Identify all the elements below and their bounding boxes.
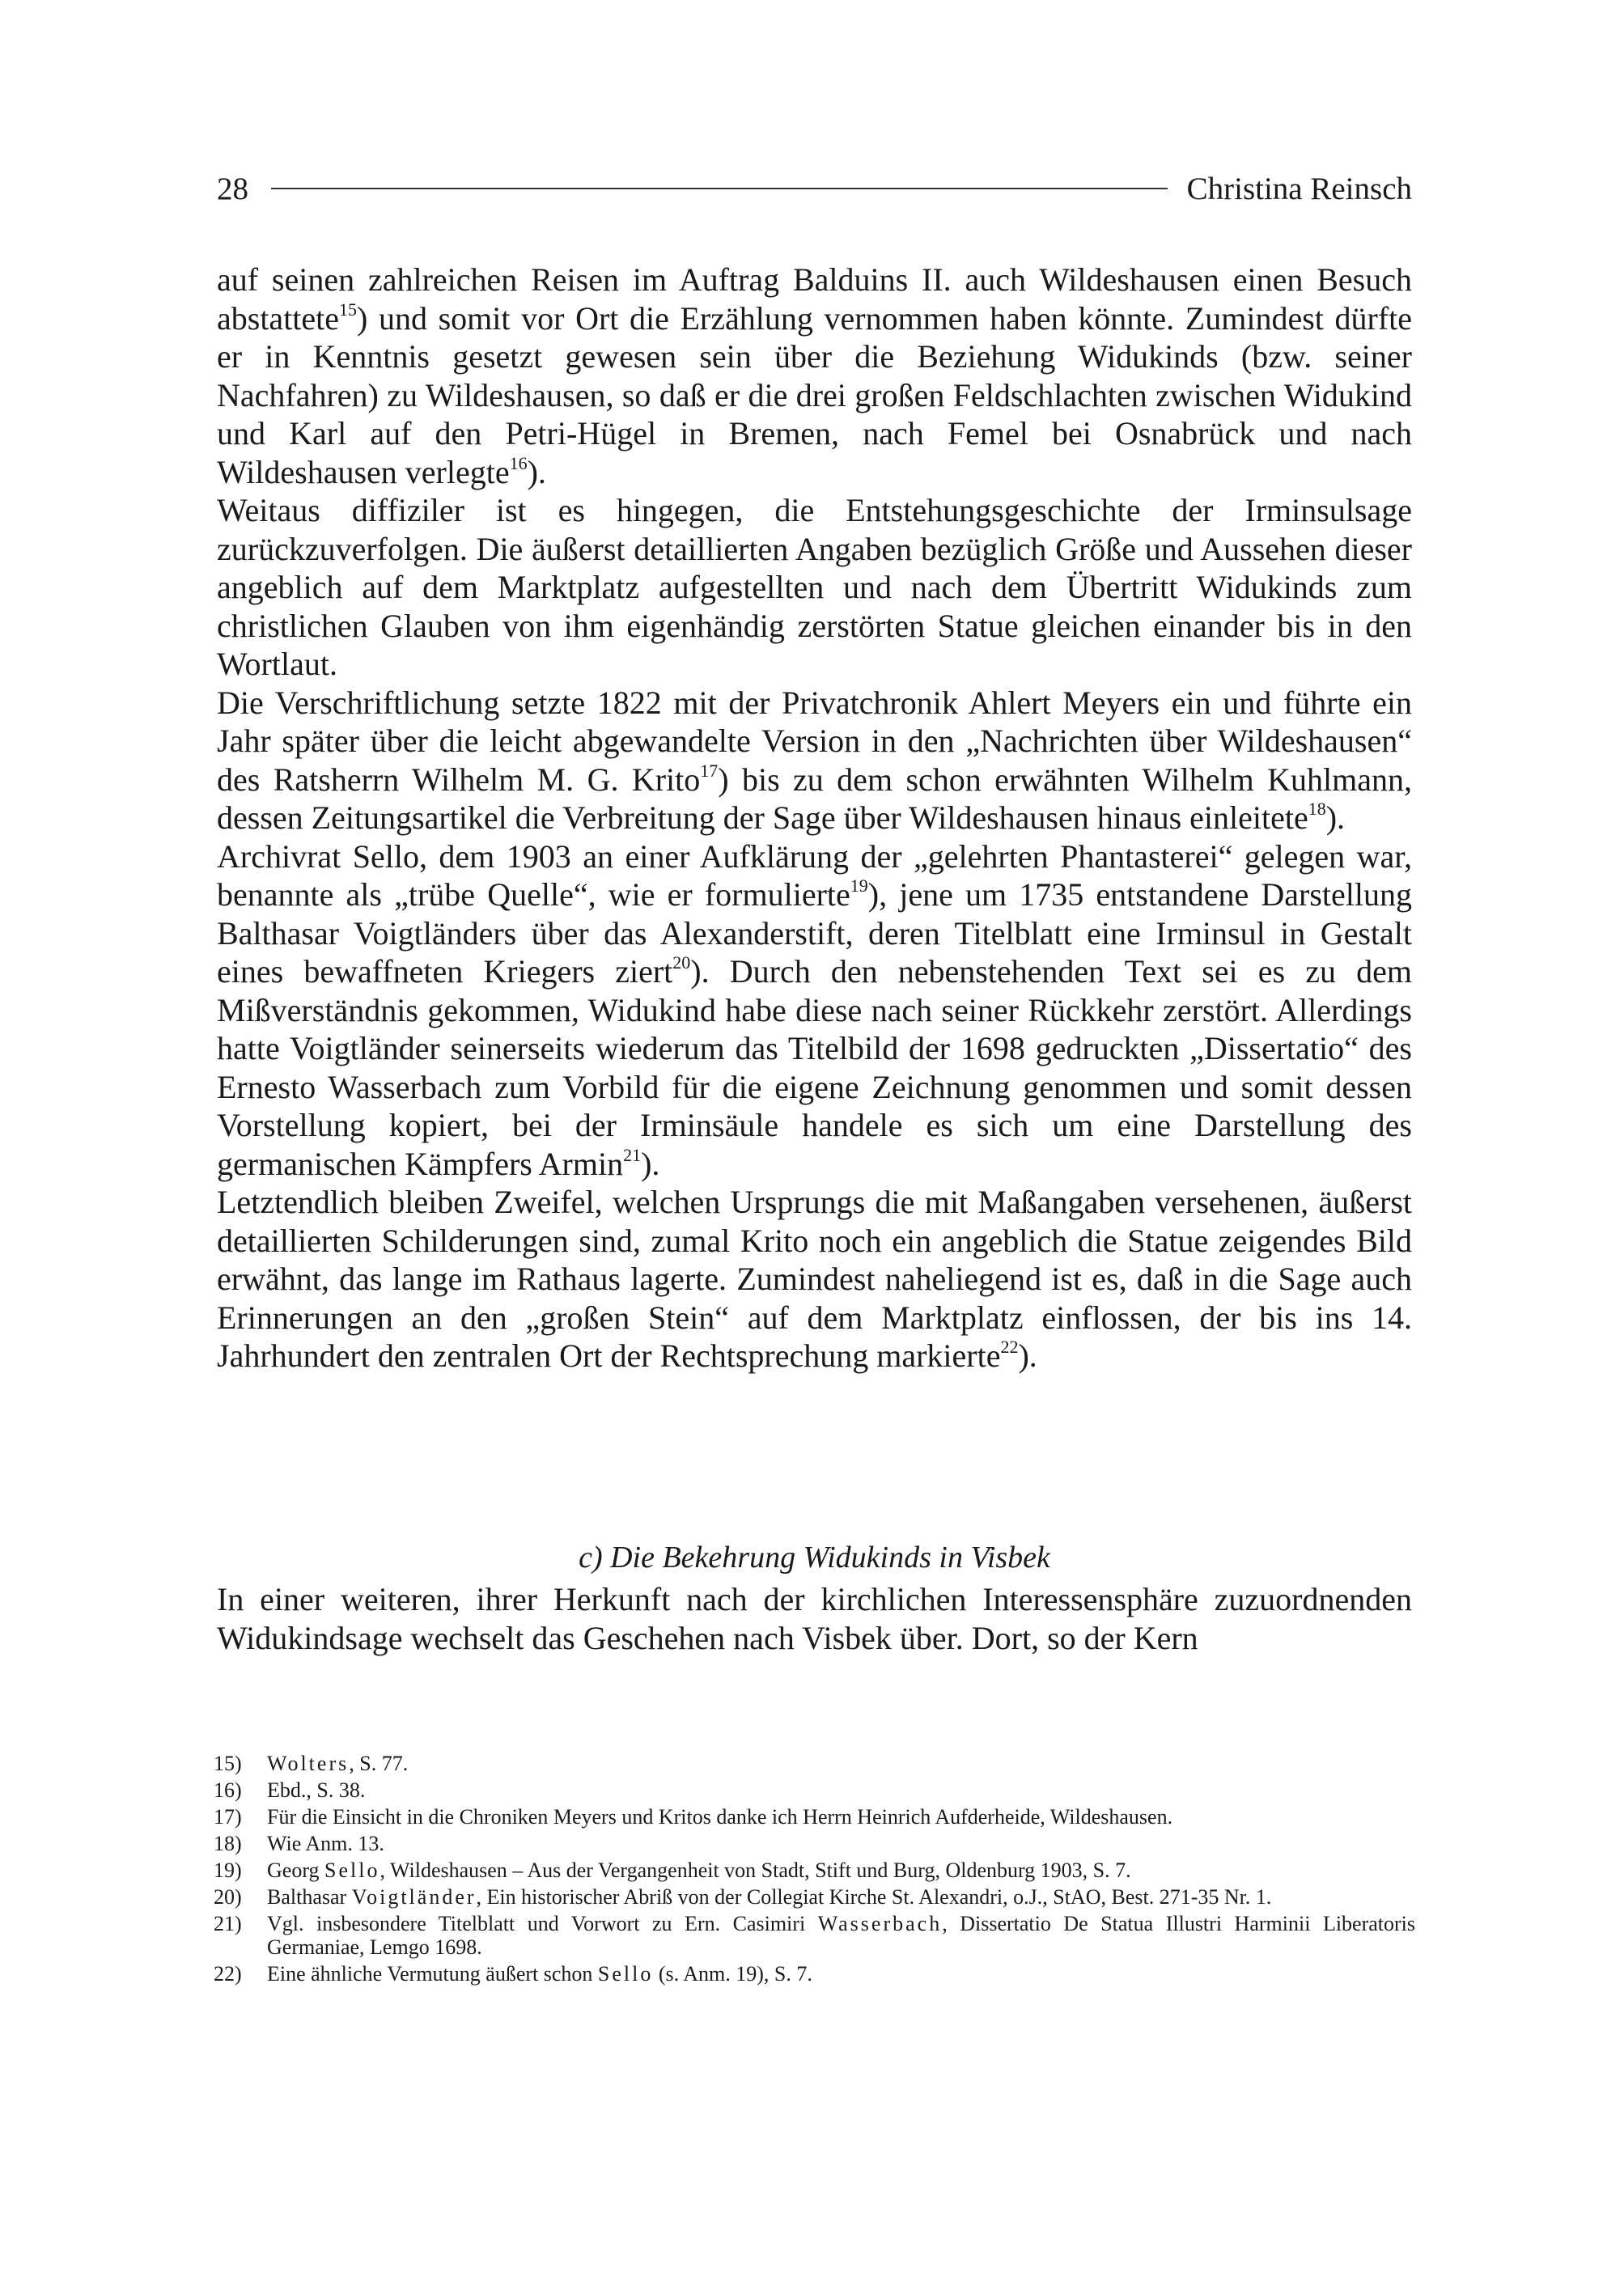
footnote — [214, 1832, 1415, 1855]
footnote-text-part: , S. 77. — [349, 1752, 409, 1775]
footnote-number: 16) — [214, 1778, 242, 1802]
footnote-text — [267, 1752, 1415, 1775]
page-header — [217, 166, 1412, 211]
footnote-text-part: , Wildeshausen – Aus der Vergangenheit von Stadt, Stift und Burg, Oldenburg 1903, S. 7. — [379, 1859, 1131, 1882]
footnote-text-part: Wie Anm. 13. — [267, 1832, 384, 1855]
footnote-text-part: Für die Einsicht in die Chroniken Meyers und Kritos danke ich Herrn Heinrich Aufderheide, Wildeshausen. — [267, 1805, 1173, 1829]
footnote — [214, 1962, 1415, 1986]
footnote — [214, 1885, 1415, 1909]
footnote-text-part: , Ein historischer Abriß von der Collegiat Kirche St. Alexandri, o.J., StAO, Best. 271-35 Nr. 1. — [476, 1885, 1272, 1909]
footnote-number: 18) — [214, 1832, 242, 1855]
footnote-text-part: Eine ähnliche Vermutung äußert schon — [267, 1962, 598, 1986]
footnote-text — [267, 1885, 1415, 1909]
paragraph — [217, 1183, 1412, 1375]
paragraph-text: ). Durch den nebenstehenden Text sei es zu dem Mißverständnis gekommen, Widukind habe diese nach seiner Rückkehr zerstört. Allerdings hatte Voigtländer seinerseits wiederum das Titelbild der 1698 gedruckten „Dissertatio“ des Ernesto Wasserbach zum Vorbild für die eigene Zeichnung genommen und somit dessen Vorstellung kopiert, bei der Irminsäule handele es sich um eine Darstellung des germanischen Kämpfers Armin — [217, 953, 1412, 1182]
footnote-number: 19) — [214, 1859, 242, 1882]
paragraph — [217, 837, 1412, 1184]
footnote — [214, 1752, 1415, 1775]
paragraph-text: ). — [527, 453, 546, 490]
footnote-author-name: Voigtländer — [351, 1885, 477, 1909]
footnote-marker: 16 — [509, 452, 528, 473]
paragraph-text: Weitaus diffiziler ist es hingegen, die Entstehungsgeschichte der Irminsulsage zurückzuverfolgen. Die äußerst detaillierten Angaben bezüglich Größe und Aussehen dieser angeblich auf dem Marktplatz aufgestellten und nach dem Übertritt Widukinds zum christlichen Glauben von ihm eigenhändig zerstörten Statue gleichen einander bis in den Wortlaut. — [217, 492, 1412, 682]
footnote-author-name: Sello — [597, 1962, 654, 1986]
paragraph-text: Archivrat Sello, dem 1903 an einer Aufklärung der „gelehrten Phantasterei“ gelegen war, benannte als „trübe Quelle“, wie er formulierte — [217, 837, 1412, 913]
paragraph-text: ), jene um 1735 entstandene Darstellung Balthasar Voigtländers über das Alexanderstift, deren Titelblatt eine Irminsul in Gestalt eines bewaffneten Kriegers ziert — [217, 876, 1413, 990]
footnote-marker: 21 — [623, 1144, 642, 1165]
footnote-number: 17) — [214, 1805, 242, 1829]
footnote-marker: 20 — [672, 952, 691, 973]
footnotes — [214, 1752, 1415, 1989]
paragraph — [217, 491, 1412, 684]
footnote-author-name: Sello — [324, 1859, 380, 1882]
footnote-text-part: (s. Anm. 19), S. 7. — [653, 1962, 812, 1986]
footnote-number: 21) — [214, 1912, 242, 1935]
footnote-number: 20) — [214, 1885, 242, 1909]
paragraph — [217, 261, 1412, 491]
paragraph-text: Die Verschriftlichung setzte 1822 mit der Privatchronik Ahlert Meyers ein und führte ein Jahr später über die leicht abgewandelte Version in den „Nachrichten über Wildeshausen“ des Ratsherrn Wilhelm M. G. Krito — [217, 684, 1412, 798]
footnote-marker: 18 — [1308, 799, 1326, 819]
footnote — [214, 1778, 1415, 1802]
footnote-text — [267, 1832, 1415, 1855]
footnote-text — [267, 1912, 1415, 1959]
footnote-number: 22) — [214, 1962, 242, 1986]
footnote-author-name: Wolters — [267, 1752, 350, 1775]
paragraph-text: ) bis zu dem schon erwähnten Wilhelm Kuhlmann, dessen Zeitungsartikel die Verbreitung der Sage über Wildeshausen hinaus einleitete — [217, 761, 1412, 836]
footnote-number: 15) — [214, 1752, 242, 1775]
section-text — [217, 1580, 1412, 1657]
footnote-marker: 22 — [1000, 1337, 1019, 1357]
footnote-text-part: Georg — [267, 1859, 325, 1882]
footnote — [214, 1805, 1415, 1829]
paragraph-text: ) und somit vor Ort die Erzählung vernommen haben könnte. Zumindest dürfte er in Kenntnis gesetzt gewesen sein über die Beziehung Widukinds (bzw. seiner Nachfahren) zu Wildeshausen, so daß er die drei großen Feldschlachten zwischen Widukind und Karl auf den Petri-Hügel in Bremen, nach Femel bei Osnabrück und nach Wildeshausen verlegte — [217, 299, 1412, 490]
paragraph-text: ). — [641, 1145, 660, 1182]
footnote-text-part: , Dissertatio De Statua Illustri Harminii Liberatoris Germaniae, Lemgo 1698. — [267, 1912, 1416, 1959]
paragraph-text: ). — [1018, 1337, 1037, 1374]
body-text — [217, 261, 1412, 1375]
paragraph-text: auf seinen zahlreichen Reisen im Auftrag Balduins II. auch Wildeshausen einen Besuch abstattete — [217, 261, 1412, 337]
section-heading: c) Die Bekehrung Widukinds in Visbek — [579, 1541, 1050, 1575]
footnote-text — [267, 1805, 1415, 1829]
footnote-marker: 15 — [339, 299, 358, 320]
footnote-text-part: Balthasar — [267, 1885, 352, 1909]
running-head-author: Christina Reinsch — [1186, 171, 1412, 206]
page-number: 28 — [217, 171, 248, 206]
footnote-author-name: Wasserbach — [817, 1912, 943, 1935]
header-rule — [271, 188, 1168, 189]
footnote-text — [267, 1859, 1415, 1882]
paragraph-text: ). — [1325, 799, 1346, 836]
footnote-text-part: Vgl. insbesondere Titelblatt und Vorwort zu Ern. Casimiri — [267, 1912, 818, 1935]
footnote-marker: 17 — [700, 760, 719, 781]
section-paragraph: In einer weiteren, ihrer Herkunft nach der kirchlichen Interessensphäre zuzuordnenden Widukindsage wechselt das Geschehen nach Visbek über. Dort, so der Kern — [217, 1581, 1412, 1656]
footnote-text-part: Ebd., S. 38. — [267, 1778, 366, 1802]
footnote-text — [267, 1778, 1415, 1802]
footnote-text — [267, 1962, 1415, 1986]
footnote-marker: 19 — [850, 875, 868, 896]
paragraph — [217, 684, 1412, 837]
paragraph-text: Letztendlich bleiben Zweifel, welchen Ursprungs die mit Maßangaben versehenen, äußerst detaillierten Schilderungen sind, zumal Krito noch ein angeblich die Statue zeigendes Bild erwähnt, das lange im Rathaus lagerte. Zumindest naheliegend ist es, daß in die Sage auch Erinnerungen an den „großen Stein“ auf dem Marktplatz einflossen, der bis ins 14. Jahrhundert den zentralen Ort der Rechtsprechung markierte — [217, 1184, 1412, 1374]
footnote — [214, 1912, 1415, 1959]
footnote — [214, 1859, 1415, 1882]
